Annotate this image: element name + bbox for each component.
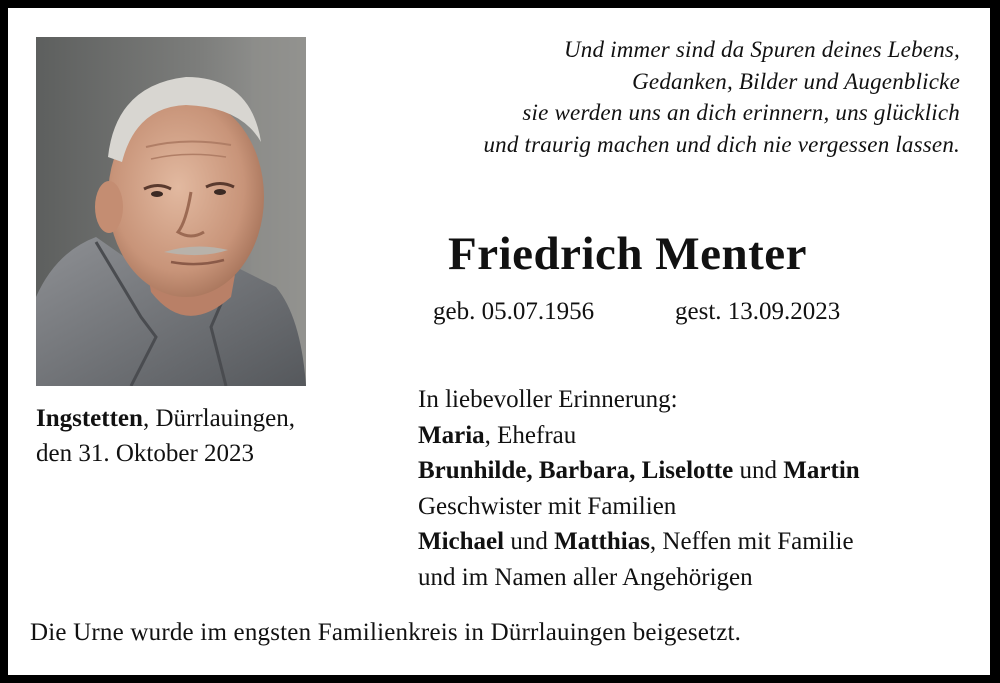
mourners-closing: und im Namen aller Angehörigen <box>418 563 753 591</box>
birth-date: geb. 05.07.1956 <box>433 298 595 325</box>
conjunction: und <box>504 528 555 555</box>
nephew-name: Matthias <box>554 528 650 555</box>
place-line <box>36 401 295 436</box>
wife-name: Maria <box>418 421 485 449</box>
quote-line: Und immer sind da Spuren deines Lebens, <box>564 37 960 62</box>
memorial-quote <box>400 34 960 160</box>
mourner-nephews <box>418 524 860 560</box>
quote-line: sie werden uns an dich erinnern, uns glücklich <box>522 100 960 125</box>
mourner-wife <box>418 418 860 454</box>
portrait-photo <box>36 37 306 386</box>
mourners-intro: In liebevoller Erinnerung: <box>418 386 678 413</box>
place-and-date <box>36 401 295 471</box>
nephew-name: Michael <box>418 528 505 555</box>
siblings-names: Brunhilde, Barbara, Liselotte <box>418 457 734 484</box>
obituary-notice <box>8 8 990 675</box>
date-line: den 31. Oktober 2023 <box>36 440 255 467</box>
wife-role: , Ehefrau <box>484 421 577 449</box>
place-rest: , Dürrlauingen, <box>142 405 295 432</box>
deceased-name: Friedrich Menter <box>448 228 808 280</box>
quote-line: und traurig machen und dich nie vergessen lassen. <box>483 131 960 157</box>
conjunction: und <box>733 457 784 484</box>
sibling-last: Martin <box>783 457 860 484</box>
quote-line: Gedanken, Bilder und Augenblicke <box>632 68 960 94</box>
place-town: Ingstetten <box>36 405 143 432</box>
mourners-list <box>418 382 860 595</box>
nephews-role: , Neffen mit Familie <box>649 528 854 555</box>
siblings-role: Geschwister mit Familien <box>418 492 677 520</box>
burial-note: Die Urne wurde im engsten Familienkreis in Dürrlauingen beigesetzt. <box>30 619 742 646</box>
death-date: gest. 13.09.2023 <box>675 298 841 325</box>
mourner-siblings <box>418 453 860 489</box>
